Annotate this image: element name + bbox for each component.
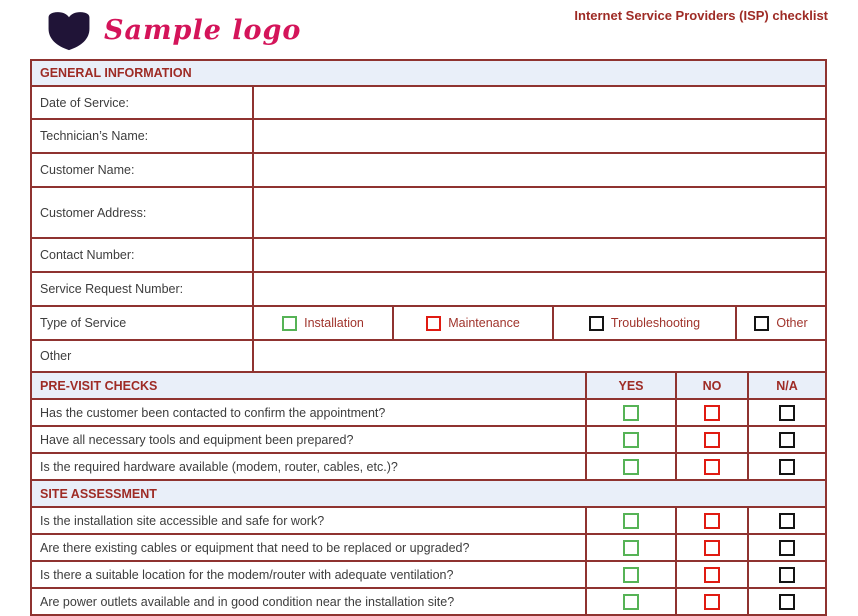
type-option-maintenance: [392, 307, 552, 339]
column-header-no: NO: [675, 373, 747, 398]
question-text: Is the installation site accessible and safe for work?: [40, 513, 325, 528]
question-row: [32, 562, 825, 589]
field-label: Customer Name:: [40, 163, 135, 177]
no-checkbox[interactable]: [704, 405, 720, 421]
yes-checkbox[interactable]: [623, 459, 639, 475]
na-checkbox[interactable]: [779, 540, 795, 556]
question-text: Is there a suitable location for the modem/router with adequate ventilation?: [40, 567, 454, 582]
question-row: [32, 535, 825, 562]
service-request-number-field[interactable]: [252, 273, 825, 305]
answer-cell: [747, 589, 825, 614]
type-of-service-row: [32, 307, 825, 341]
answer-cell: [747, 454, 825, 479]
field-label: Other: [40, 349, 72, 363]
no-checkbox[interactable]: [704, 540, 720, 556]
section-header-general-information: [32, 61, 825, 87]
logo-text: Sample logo: [104, 15, 302, 46]
table-row: [32, 273, 825, 307]
other-field[interactable]: [252, 341, 825, 371]
question-text: Has the customer been contacted to confirm the appointment?: [40, 405, 386, 420]
yes-checkbox[interactable]: [623, 567, 639, 583]
table-row: [32, 120, 825, 154]
customer-name-field[interactable]: [252, 154, 825, 186]
answer-cell: [585, 454, 675, 479]
na-checkbox[interactable]: [779, 432, 795, 448]
checkbox-label: Other: [776, 316, 808, 330]
table-row: [32, 87, 825, 120]
section-title: PRE-VISIT CHECKS: [32, 373, 585, 398]
table-row: [32, 188, 825, 239]
na-checkbox[interactable]: [779, 459, 795, 475]
question-text: Are there existing cables or equipment that need to be replaced or upgraded?: [40, 540, 470, 555]
na-checkbox[interactable]: [779, 405, 795, 421]
troubleshooting-checkbox[interactable]: [589, 316, 604, 331]
section-header-site-assessment: [32, 481, 825, 508]
checkbox-label: Maintenance: [448, 316, 520, 330]
technician-name-field[interactable]: [252, 120, 825, 152]
answer-cell: [675, 562, 747, 587]
yes-checkbox[interactable]: [623, 432, 639, 448]
answer-cell: [585, 589, 675, 614]
table-row: [32, 154, 825, 188]
field-label: Service Request Number:: [40, 282, 184, 296]
table-row: [32, 341, 825, 373]
question-row: [32, 427, 825, 454]
contact-number-field[interactable]: [252, 239, 825, 271]
answer-cell: [747, 508, 825, 533]
no-checkbox[interactable]: [704, 513, 720, 529]
type-option-troubleshooting: [552, 307, 735, 339]
answer-cell: [585, 508, 675, 533]
question-text: Have all necessary tools and equipment been prepared?: [40, 432, 354, 447]
maintenance-checkbox[interactable]: [426, 316, 441, 331]
answer-cell: [675, 454, 747, 479]
other-type-checkbox[interactable]: [754, 316, 769, 331]
section-title: SITE ASSESSMENT: [40, 486, 157, 501]
customer-address-field[interactable]: [252, 188, 825, 237]
no-checkbox[interactable]: [704, 459, 720, 475]
checklist-table: [30, 59, 827, 616]
answer-cell: [675, 535, 747, 560]
field-label: Date of Service:: [40, 95, 129, 110]
column-header-yes: YES: [585, 373, 675, 398]
field-label: Technician’s Name:: [40, 129, 149, 143]
checkbox-label: Troubleshooting: [610, 316, 701, 330]
answer-cell: [585, 427, 675, 452]
yes-checkbox[interactable]: [623, 594, 639, 610]
field-label: Type of Service: [40, 316, 127, 330]
question-row: [32, 508, 825, 535]
question-row: [32, 589, 825, 616]
question-row: [32, 454, 825, 481]
type-option-other: [735, 307, 825, 339]
field-label: Customer Address:: [40, 205, 147, 220]
page-title: Internet Service Providers (ISP) checklist: [574, 8, 828, 23]
answer-cell: [747, 427, 825, 452]
section-title: GENERAL INFORMATION: [40, 66, 192, 80]
brand-logo: [46, 11, 301, 51]
column-header-na: N/A: [747, 373, 825, 398]
field-label: Contact Number:: [40, 248, 135, 262]
no-checkbox[interactable]: [704, 594, 720, 610]
section-header-pre-visit-checks: [32, 373, 825, 400]
table-row: [32, 239, 825, 273]
na-checkbox[interactable]: [779, 594, 795, 610]
question-text: Is the required hardware available (modem, router, cables, etc.)?: [40, 459, 398, 474]
yes-checkbox[interactable]: [623, 540, 639, 556]
answer-cell: [747, 535, 825, 560]
na-checkbox[interactable]: [779, 567, 795, 583]
no-checkbox[interactable]: [704, 432, 720, 448]
checkbox-label: Installation: [304, 316, 364, 330]
yes-checkbox[interactable]: [623, 405, 639, 421]
answer-cell: [675, 427, 747, 452]
answer-cell: [585, 535, 675, 560]
answer-cell: [747, 400, 825, 425]
answer-cell: [675, 508, 747, 533]
yes-checkbox[interactable]: [623, 513, 639, 529]
answer-cell: [585, 400, 675, 425]
no-checkbox[interactable]: [704, 567, 720, 583]
answer-cell: [675, 589, 747, 614]
shield-logo-icon: [46, 11, 92, 51]
installation-checkbox[interactable]: [282, 316, 297, 331]
answer-cell: [747, 562, 825, 587]
question-text: Are power outlets available and in good condition near the installation site?: [40, 594, 455, 609]
question-row: [32, 400, 825, 427]
answer-cell: [585, 562, 675, 587]
answer-cell: [675, 400, 747, 425]
type-option-installation: [252, 307, 392, 339]
date-of-service-field[interactable]: [252, 87, 825, 118]
na-checkbox[interactable]: [779, 513, 795, 529]
